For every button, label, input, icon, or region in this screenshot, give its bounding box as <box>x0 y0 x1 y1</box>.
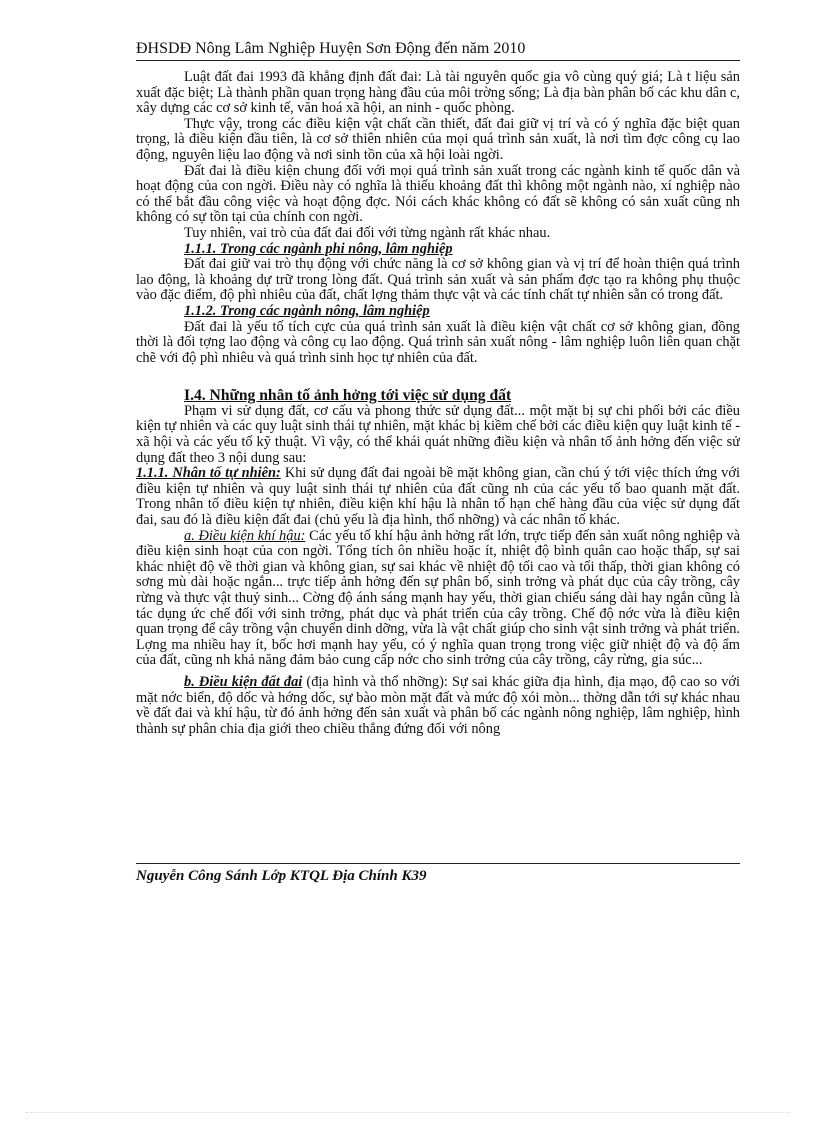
page-footer: Nguyễn Công Sánh Lớp KTQL Địa Chính K39 <box>136 863 740 886</box>
paragraph: Luật đất đai 1993 đã khẳng định đất đai: Là tài nguyên quốc gia vô cùng quý giá; Là t liệu sản xuất đặc biệt; Là thành phần quan trọng hàng đầu của môi trờng sống; Là địa bàn phân bố các khu dân c, xây dựng các cơ sở kinh tế, văn hoá xã hội, an ninh - quốc phòng. <box>136 70 740 117</box>
paragraph: a. Điều kiện khí hậu: Các yếu tố khí hậu ảnh hởng rất lớn, trực tiếp đến sản xuất nông nghiệp và điều kiện sinh hoạt của con ngời. Tổng tích ôn nhiều hoặc ít, nhiệt độ bình quân cao hoặc thấp, sự sai khác nhiệt độ về thời gian và không gian, sự sai khác về nhiệt độ tối cao và tối thấp, thời gian không có sơng mù dài hoặc ngắn... trực tiếp ảnh hởng đến sự phân bố, sinh trởng và phát dục của cây trồng, cây rừng và thực vật thuỷ sinh... Cờng độ ánh sáng mạnh hay yếu, thời gian chiếu sáng dài hay ngắn cũng là tác dụng ức chế đối với sinh trởng, phát dục và phát triển của cây trồng. Chế độ nớc vừa là điều kiện quan trọng để cây trồng vận chuyển dinh dỡng, vừa là vật chất giúp cho sinh vật sinh trởng và phát triển. Lợng ma nhiều hay ít, bốc hơi mạnh hay yếu, có ý nghĩa quan trọng trong việc giữ nhiệt độ và độ ẩm của đất, cũng nh khả năng đảm bảo cung cấp nớc cho sinh trởng của cây trồng, cây rừng, gia súc... <box>136 527 740 669</box>
paragraph: 1.1.1. Nhân tố tự nhiên: Khi sử dụng đất đai ngoài bề mặt không gian, cần chú ý tới việc thích ứng với điều kiện tự nhiên và quy luật sinh thái tự nhiên của đất cũng nh của các yếu tố bao quanh mặt đất. Trong nhân tố điều kiện tự nhiên, điều kiện khí hậu là nhân tố hạn chế hàng đầu của việc sử dụng đất đai, sau đó là điều kiện đất đai (chủ yếu là địa hình, thổ nhỡng) và các nhân tố khác. <box>136 465 740 529</box>
chapter-heading: I.4. Những nhân tố ảnh hởng tới việc sử dụng đất <box>184 387 512 405</box>
page-body <box>136 70 740 862</box>
paragraph: Đất đai là yếu tố tích cực của quá trình sản xuất là điều kiện vật chất cơ sở không gian, đồng thời là đối tợng lao động và công cụ lao động. Quá trình sản xuất nông - lâm nghiệp luôn liên quan chặt chẽ với độ phì nhiêu và quá trình sinh học tự nhiên của đất. <box>136 318 740 366</box>
paragraph: Thực vậy, trong các điều kiện vật chất cần thiết, đất đai giữ vị trí và có ý nghĩa đặc biệt quan trọng, là điều kiện đầu tiên, là cơ sở thiên nhiên của mọi quá trình sản xuất, là nơi tìm đợc công cụ lao động, nguyên liệu lao động và nơi sinh tồn của xã hội loài ngời. <box>136 115 740 163</box>
page-edge-divider <box>26 1112 790 1113</box>
paragraph: Tuy nhiên, vai trò của đất đai đối với từng ngành rất khác nhau. <box>184 224 551 241</box>
subsection-lead: a. Điều kiện khí hậu: <box>184 527 306 544</box>
spacer <box>136 366 740 388</box>
paragraph: Đất đai giữ vai trò thụ động với chức năng là cơ sở không gian và vị trí để hoàn thiện quá trình lao động, là khoảng dự trữ trong lòng đất. Quá trình sản xuất và sản phẩm đợc tạo ra không phụ thuộc vào đặc điểm, độ phì nhiêu của đất, chất lợng thảm thực vật và các tính chất tự nhiên sẵn có trong đất. <box>136 256 740 304</box>
subsection-lead: b. Điều kiện đất đai <box>184 673 303 690</box>
paragraph: Đất đai là điều kiện chung đối với mọi quá trình sản xuất trong các ngành kinh tế quốc dân và hoạt động của con ngời. Điều này có nghĩa là thiếu khoảng đất thì không một ngành nào, xí nghiệp nào có thể bắt đầu công việc và hoạt động đợc. Nói cách khác không có đất sẽ không có sản xuất cũng nh không có sự tồn tại của chính con ngời. <box>136 162 740 226</box>
section-heading: 1.1.1. Trong các ngành phi nông, lâm nghiệp <box>184 240 453 257</box>
subsection-lead: 1.1.1. Nhân tố tự nhiên: <box>136 465 281 482</box>
section-heading: 1.1.2. Trong các ngành nông, lâm nghiệp <box>184 302 430 319</box>
paragraph: b. Điều kiện đất đai (địa hình và thổ nhỡng): Sự sai khác giữa địa hình, địa mạo, độ cao so với mặt nớc biển, độ dốc và hớng dốc, sự bào mòn mặt đất và mức độ xói mòn... thờng dẫn tới sự khác nhau về đất đai và khí hậu, từ đó ảnh hởng đến sản xuất và phân bố các ngành nông nghiệp, lâm nghiệp, hình thành sự phân chia địa giới theo chiều thẳng đứng đối với nông <box>136 673 740 737</box>
paragraph: Phạm vi sử dụng đất, cơ cấu và phong thức sử dụng đất... một mặt bị sự chi phối bởi các điều kiện tự nhiên và các quy luật sinh thái tự nhiên, mặt khác bị kiềm chế bởi các điều kiện quy luật kinh tế - xã hội và các yếu tố kỹ thuật. Vì vậy, có thể khái quát những điều kiện và nhân tố ảnh hởng đến việc sử dụng đất theo 3 nội dung sau: <box>136 402 740 466</box>
page-header: ĐHSDĐ Nông Lâm Nghiệp Huyện Sơn Động đến năm 2010 <box>136 38 740 61</box>
